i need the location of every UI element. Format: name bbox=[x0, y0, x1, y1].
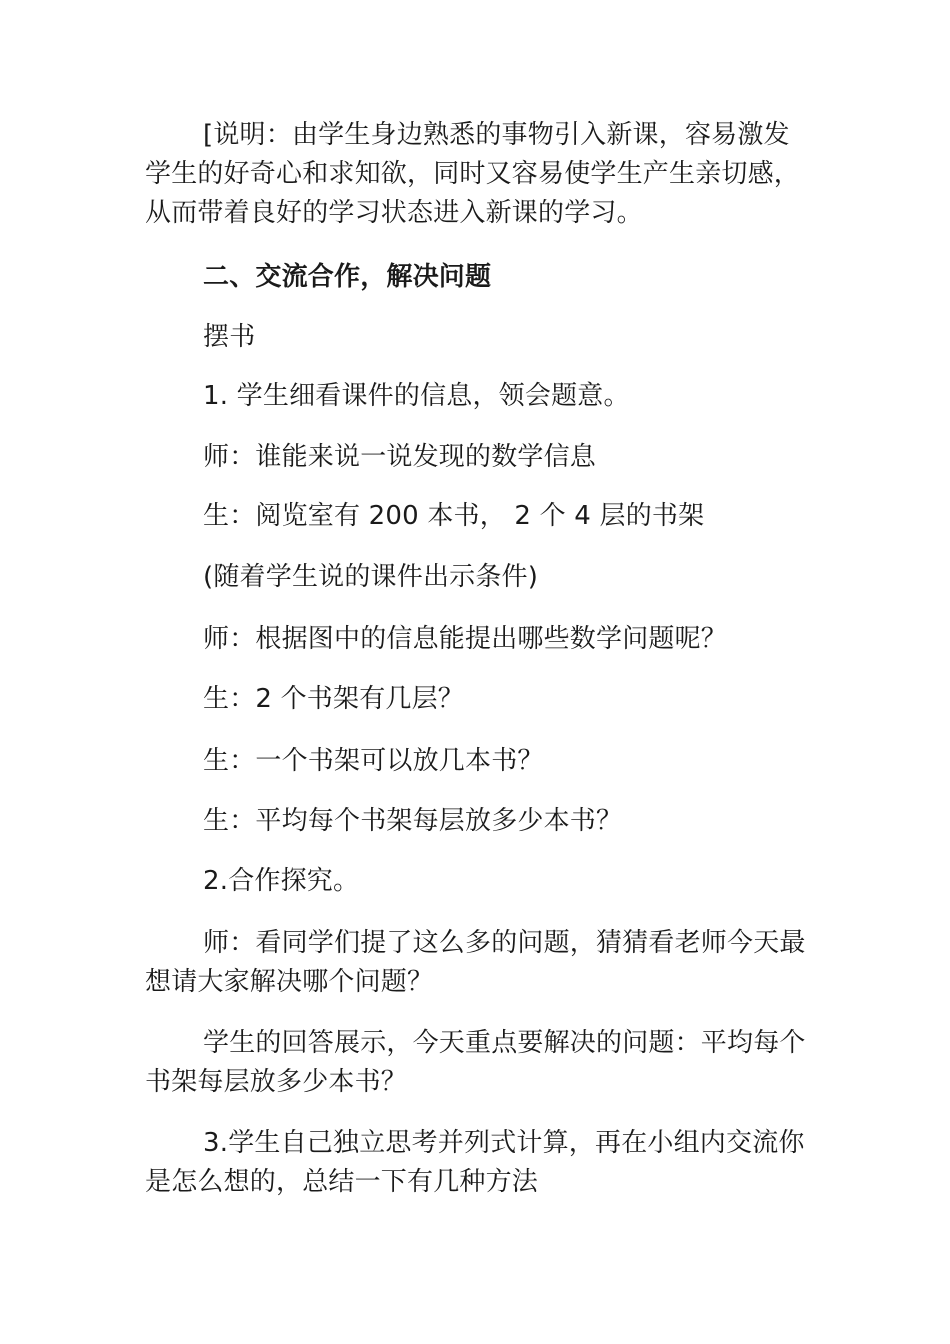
note-paragraph: [说明：由学生身边熟悉的事物引入新课，容易激发学生的好奇心和求知欲，同时又容易使学生产生亲切感，从而带着良好的学习状态进入新课的学习。 bbox=[145, 120, 801, 228]
student-line: 生：平均每个书架每层放多少本书？ bbox=[203, 806, 623, 836]
teacher-line: 师：看同学们提了这么多的问题，猜猜看老师今天最想请大家解决哪个问题？ bbox=[145, 928, 806, 997]
student-line: 生：一个书架可以放几本书？ bbox=[203, 746, 544, 776]
subtopic-label: 摆书 bbox=[203, 322, 256, 352]
teacher-line: 师：谁能来说一说发现的数学信息 bbox=[203, 442, 597, 472]
section-heading: 二、交流合作，解决问题 bbox=[203, 262, 492, 292]
step-1-paragraph: 1. 学生细看课件的信息，领会题意。 bbox=[203, 381, 630, 411]
teacher-line: 师：根据图中的信息能提出哪些数学问题呢？ bbox=[203, 624, 728, 654]
student-line: 生：2 个书架有几层？ bbox=[203, 684, 465, 714]
answer-paragraph: 学生的回答展示，今天重点要解决的问题：平均每个书架每层放多少本书？ bbox=[145, 1028, 806, 1097]
student-line: 生：阅览室有 200 本书， 2 个 4 层的书架 bbox=[203, 501, 705, 531]
step-3-paragraph: 3.学生自己独立思考并列式计算，再在小组内交流你是怎么想的，总结一下有几种方法 bbox=[145, 1128, 805, 1197]
stage-direction: (随着学生说的课件出示条件) bbox=[203, 562, 539, 592]
step-2-paragraph: 2.合作探究。 bbox=[203, 866, 360, 896]
